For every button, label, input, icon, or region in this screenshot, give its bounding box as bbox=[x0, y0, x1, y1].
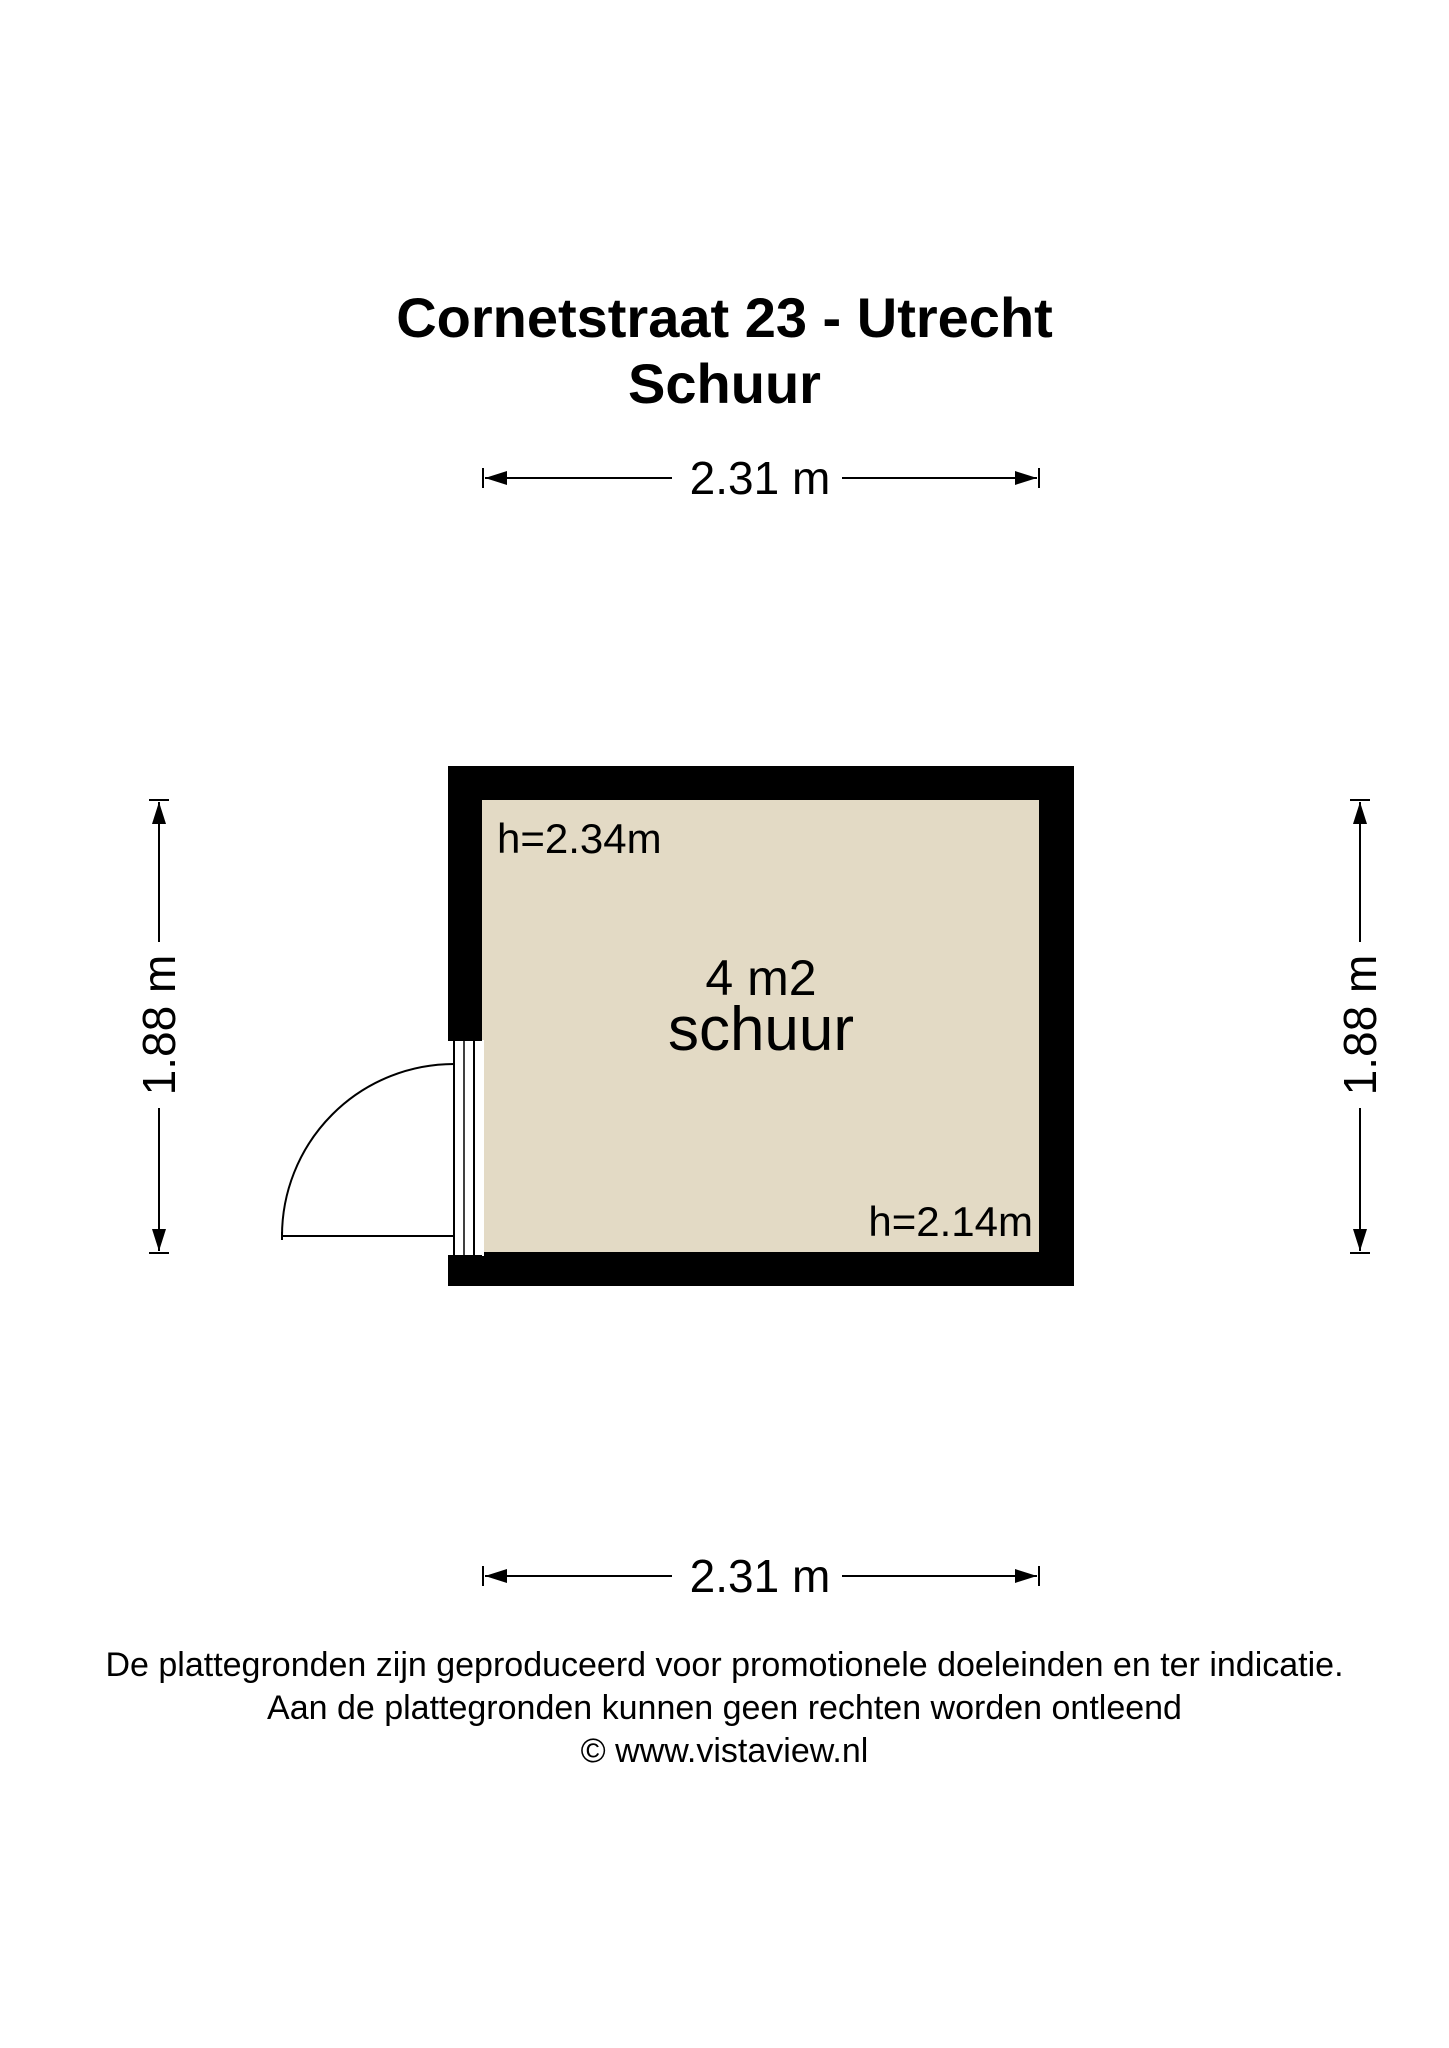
room-area: 4 m2 bbox=[705, 950, 817, 1006]
dimension-top bbox=[483, 452, 1039, 504]
plan-subtitle: Schuur bbox=[628, 352, 821, 415]
dimension-left-label: 1.88 m bbox=[133, 954, 185, 1096]
dimension-right bbox=[1334, 800, 1386, 1253]
copyright-line: © www.vistaview.nl bbox=[580, 1732, 869, 1770]
ceiling-height-top-left: h=2.34m bbox=[497, 815, 662, 862]
dimension-left bbox=[133, 800, 185, 1253]
disclaimer-line-1: De plattegronden zijn geproduceerd voor promotionele doeleinden en ter indicatie. bbox=[105, 1646, 1344, 1684]
dimension-bottom-label: 2.31 m bbox=[689, 1550, 831, 1602]
door-swing-arc bbox=[282, 1064, 454, 1236]
room-name: schuur bbox=[667, 995, 855, 1064]
dimension-right-label: 1.88 m bbox=[1334, 954, 1386, 1096]
ceiling-height-bottom-right: h=2.14m bbox=[868, 1198, 1033, 1245]
disclaimer-line-2: Aan de plattegronden kunnen geen rechten worden ontleend bbox=[267, 1689, 1182, 1727]
dimension-bottom bbox=[483, 1550, 1039, 1602]
plan-title: Cornetstraat 23 - Utrecht bbox=[396, 286, 1053, 349]
dimension-top-label: 2.31 m bbox=[689, 452, 831, 504]
door bbox=[282, 1040, 484, 1256]
